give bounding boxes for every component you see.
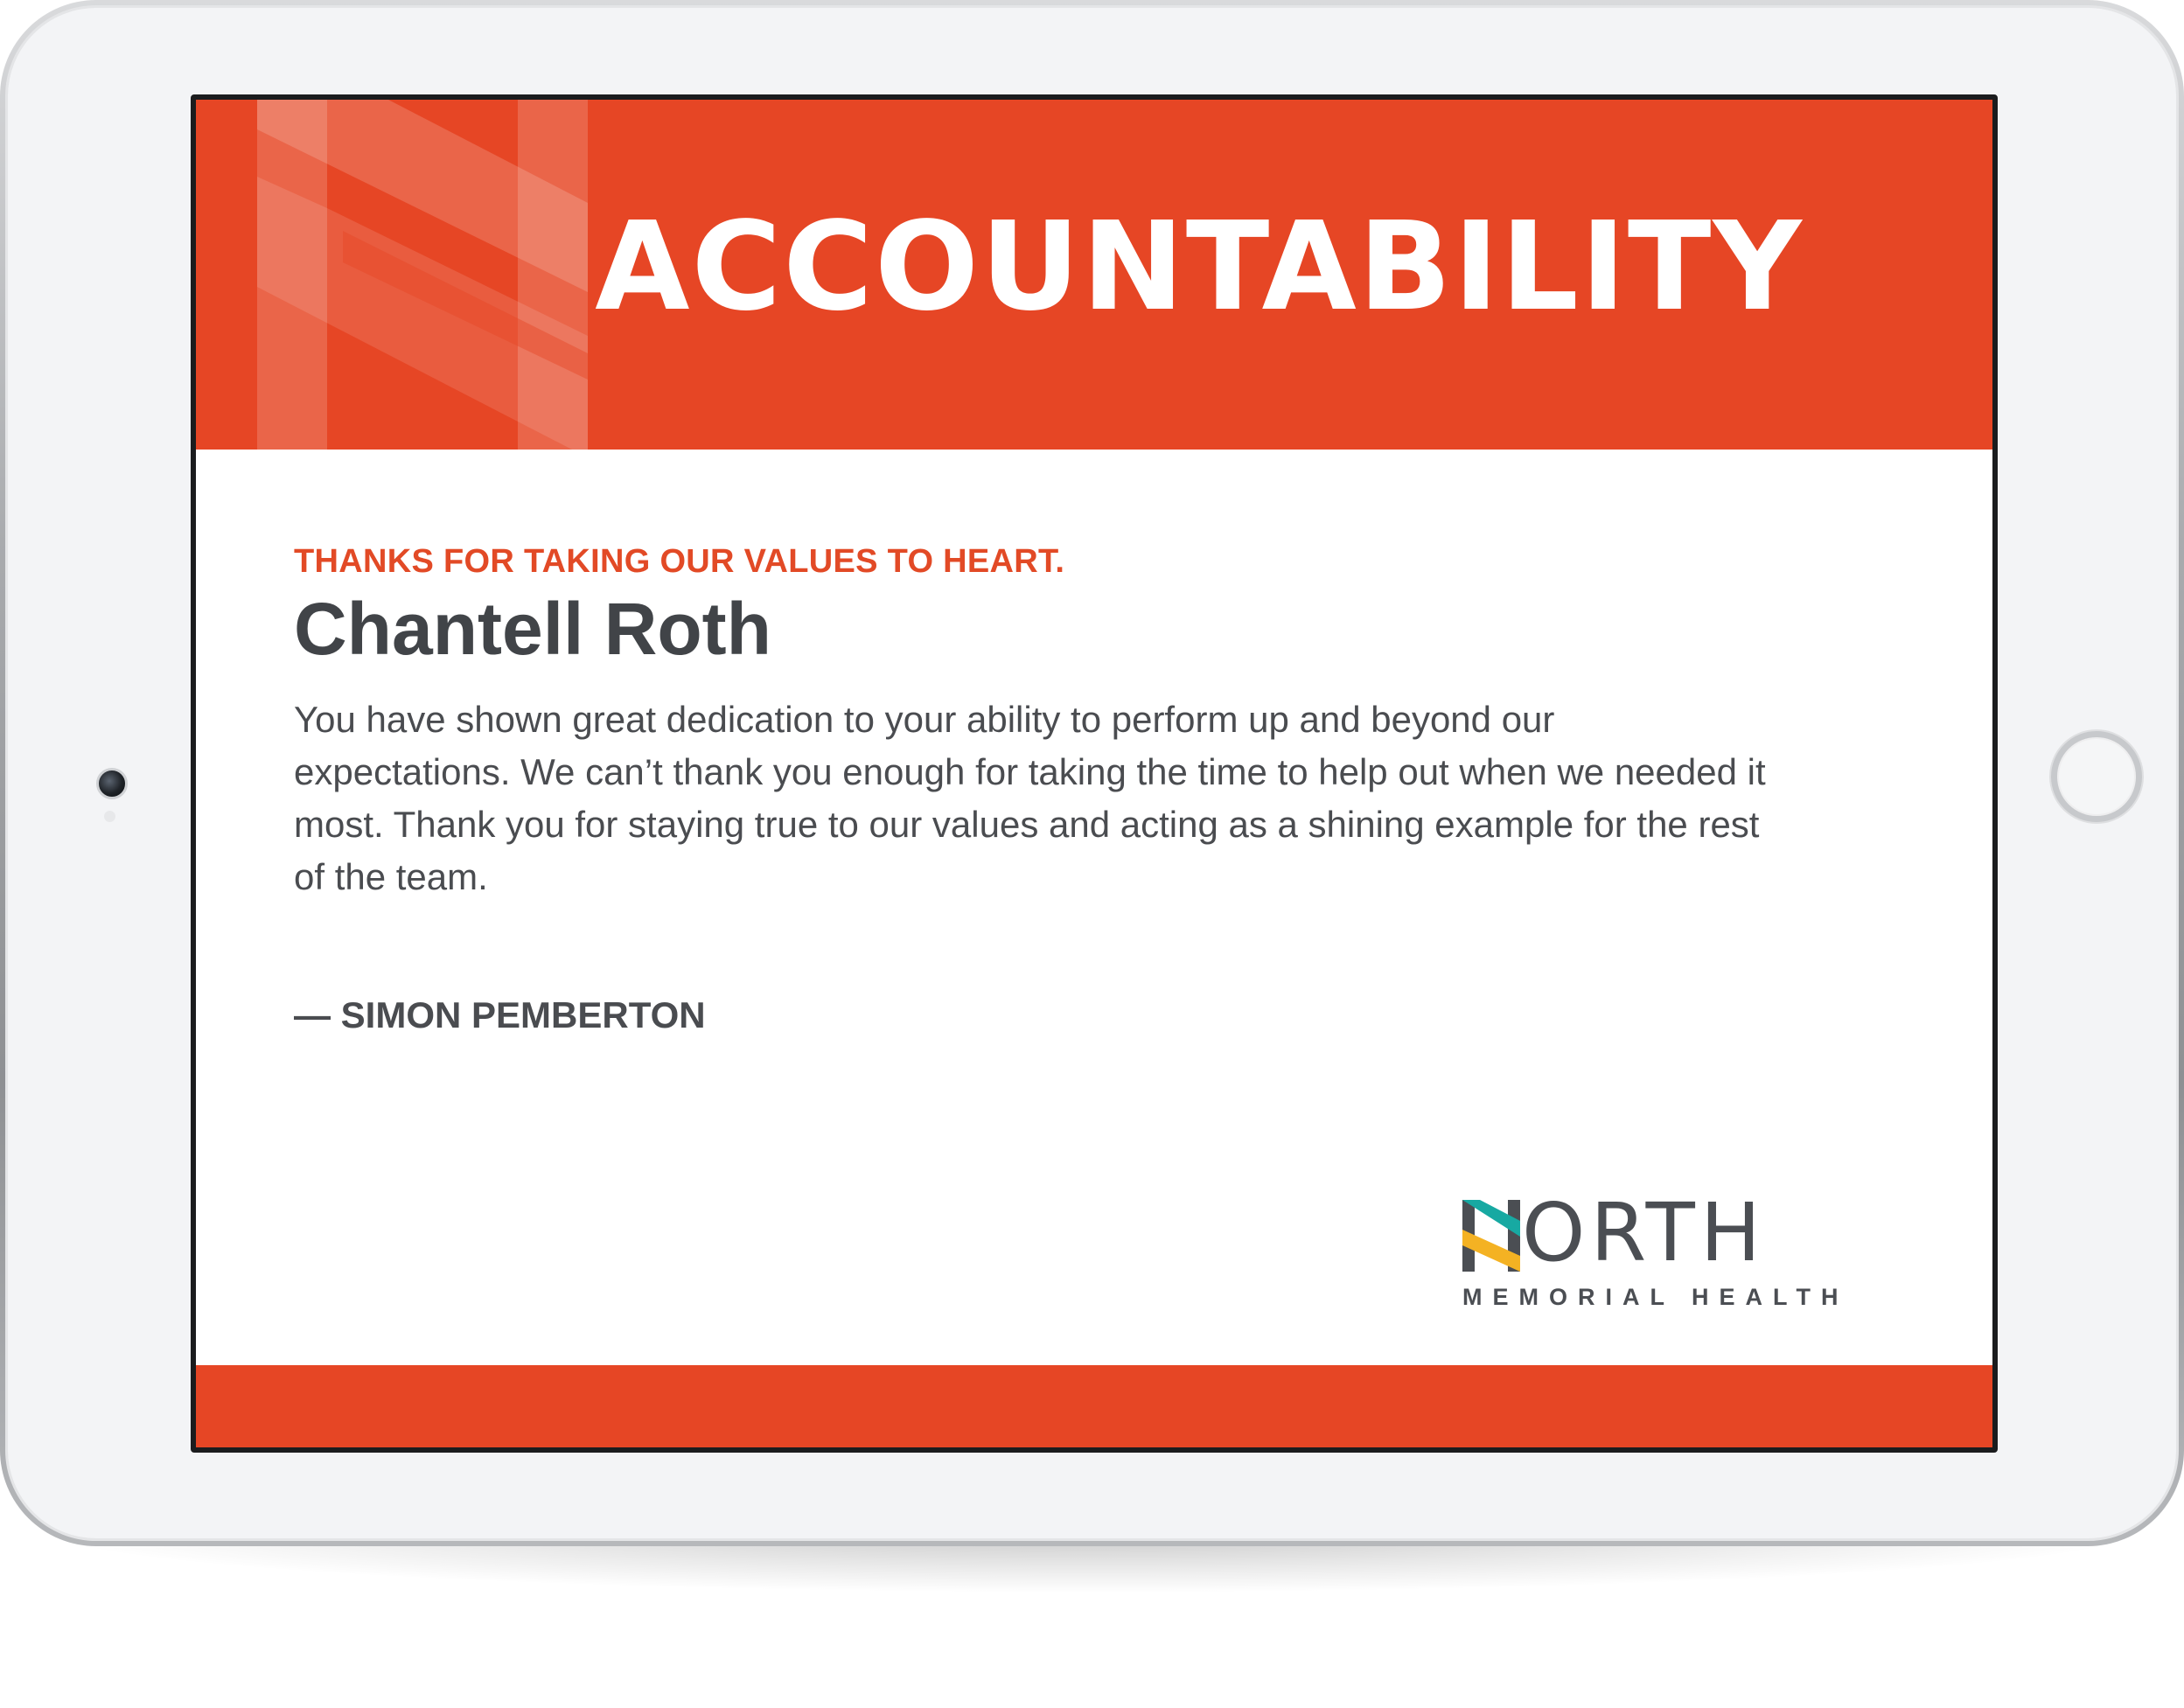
- thanks-eyebrow: THANKS FOR TAKING OUR VALUES TO HEART.: [294, 543, 1065, 580]
- north-memorial-logo: [1462, 1186, 1852, 1310]
- value-banner: [196, 100, 1992, 450]
- logo-n-mark-icon: [1462, 1196, 1524, 1275]
- recipient-name: Chantell Roth: [294, 588, 771, 670]
- value-title: ACCOUNTABILITY: [595, 196, 1804, 338]
- logo-wordmark: ORTH: [1522, 1186, 1767, 1279]
- sensor-dot: [104, 811, 115, 822]
- tablet-screen: [191, 94, 1998, 1453]
- sender-signature: — SIMON PEMBERTON: [294, 994, 706, 1035]
- card-content: [294, 541, 1781, 903]
- appreciation-message: You have shown great dedication to your ability to perform up and beyond our expectations. We can’t thank you enough for taking the time to help out when we needed it most. Thank you for staying true to our values and acting as a shining example for the rest of the team.: [294, 699, 1766, 897]
- front-camera-icon: [96, 768, 128, 799]
- home-button[interactable]: [2051, 731, 2142, 822]
- footer-bar: [196, 1365, 1992, 1447]
- logo-subtitle: MEMORIAL HEALTH: [1462, 1284, 1849, 1310]
